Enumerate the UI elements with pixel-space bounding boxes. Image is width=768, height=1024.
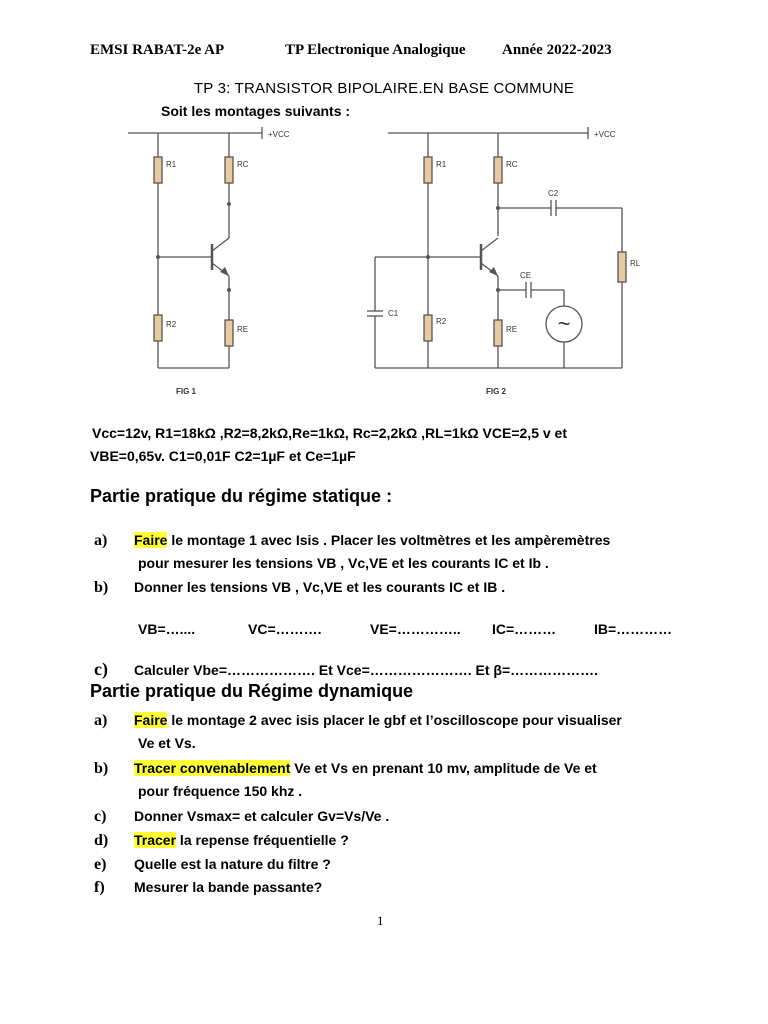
item-text-continued: Ve et Vs. — [138, 735, 196, 751]
params-line-2: VBE=0,65v. C1=0,01F C2=1µF et Ce=1µF — [90, 448, 356, 464]
fig1-emitter-arrow — [220, 267, 229, 276]
fig1-r1-label: R1 — [166, 160, 177, 169]
subtitle: Soit les montages suivants : — [161, 103, 351, 119]
fig2-r2-label: R2 — [436, 317, 447, 326]
item-text: la repense fréquentielle ? — [176, 832, 349, 848]
item-marker: b) — [94, 760, 109, 777]
fig2-ce-label: CE — [520, 271, 532, 280]
item-text-continued: pour mesurer les tensions VB , Vc,VE et les courants IC et Ib . — [138, 555, 549, 571]
item-marker: a) — [94, 712, 108, 729]
fig2-circuit — [367, 127, 626, 368]
section-static-heading: Partie pratique du régime statique : — [90, 486, 393, 506]
fig2-c1-label: C1 — [388, 309, 399, 318]
fig2-node — [426, 255, 430, 259]
item-marker: a) — [94, 532, 108, 549]
item-marker: d) — [94, 832, 109, 849]
item-marker: b) — [94, 579, 109, 596]
dynamic-item-e — [94, 853, 694, 876]
fig2-node — [496, 288, 500, 292]
page-number: 1 — [377, 913, 384, 928]
highlight-text: Tracer — [134, 832, 177, 848]
fig2-c2-label: C2 — [548, 189, 559, 198]
result-ic: IC=……… — [492, 621, 557, 637]
circuit-diagrams — [0, 120, 768, 405]
item-text: le montage 1 avec Isis . Placer les voltmètres et les ampèremètres — [167, 532, 611, 548]
item-marker: f) — [94, 879, 105, 896]
header-year: Année 2022-2023 — [502, 42, 612, 58]
fig1-r2-label: R2 — [166, 320, 177, 329]
item-text: Donner les tensions VB , Vc,VE et les courants IC et IB . — [134, 579, 506, 595]
dynamic-item-d — [94, 829, 694, 852]
fig1-rc-label: RC — [237, 160, 249, 169]
fig2-vcc-label: +VCC — [594, 130, 616, 139]
component-values — [92, 422, 692, 468]
sine-source-icon: ~ — [557, 311, 571, 336]
fig1-node — [227, 202, 231, 206]
static-results-row — [138, 621, 698, 641]
item-marker: e) — [94, 856, 107, 873]
dynamic-item-f — [94, 876, 694, 899]
fig2-node — [496, 206, 500, 210]
static-item-b — [94, 576, 694, 599]
fig1-re-label: RE — [237, 325, 249, 334]
fig1-caption: FIG 1 — [176, 387, 197, 396]
highlight-text: Faire — [134, 712, 168, 728]
fig2-rl-label: RL — [630, 259, 641, 268]
fig1-vcc-label: +VCC — [268, 130, 290, 139]
result-vc: VC=………. — [248, 621, 322, 637]
static-item-a — [94, 529, 694, 575]
fig2-rc-label: RC — [506, 160, 518, 169]
dynamic-item-b — [94, 757, 694, 803]
params-line-1: Vcc=12v, R1=18kΩ ,R2=8,2kΩ,Re=1kΩ, Rc=2,2kΩ ,RL=1kΩ VCE=2,5 v et — [92, 425, 567, 441]
result-ve: VE=………….. — [370, 621, 461, 637]
result-ib: IB=………… — [594, 621, 673, 637]
item-text-continued: pour fréquence 150 khz . — [138, 783, 303, 799]
item-text: Calculer Vbe=………………. Et Vce=…………………. Et β=………………. — [134, 662, 599, 678]
item-text: Ve et Vs en prenant 10 mv, amplitude de Ve et — [290, 760, 597, 776]
section-dynamic-heading: Partie pratique du Régime dynamique — [90, 681, 414, 701]
item-text: Quelle est la nature du filtre ? — [134, 856, 331, 872]
item-marker: c) — [94, 808, 107, 825]
item-text: Mesurer la bande passante? — [134, 879, 323, 895]
fig2-caption: FIG 2 — [486, 387, 507, 396]
item-text: Donner Vsmax= et calculer Gv=Vs/Ve . — [134, 808, 390, 824]
fig2-r1-label: R1 — [436, 160, 447, 169]
fig2-emitter-arrow — [489, 267, 498, 276]
fig1-node — [227, 288, 231, 292]
fig2-re-label: RE — [506, 325, 518, 334]
item-marker: c) — [94, 659, 108, 679]
dynamic-item-c — [94, 805, 694, 828]
header-course: TP Electronique Analogique — [285, 42, 466, 58]
item-text: le montage 2 avec isis placer le gbf et l’oscilloscope pour visualiser — [167, 712, 622, 728]
highlight-text: Tracer convenablement — [134, 760, 291, 776]
highlight-text: Faire — [134, 532, 168, 548]
page-header — [90, 42, 690, 62]
fig1-node — [156, 255, 160, 259]
page-title: TP 3: TRANSISTOR BIPOLAIRE.EN BASE COMMUNE — [193, 80, 575, 97]
header-school: EMSI RABAT-2e AP — [90, 42, 225, 58]
dynamic-item-a — [94, 709, 694, 755]
result-vb: VB=….... — [138, 621, 196, 637]
static-item-c — [94, 658, 694, 682]
